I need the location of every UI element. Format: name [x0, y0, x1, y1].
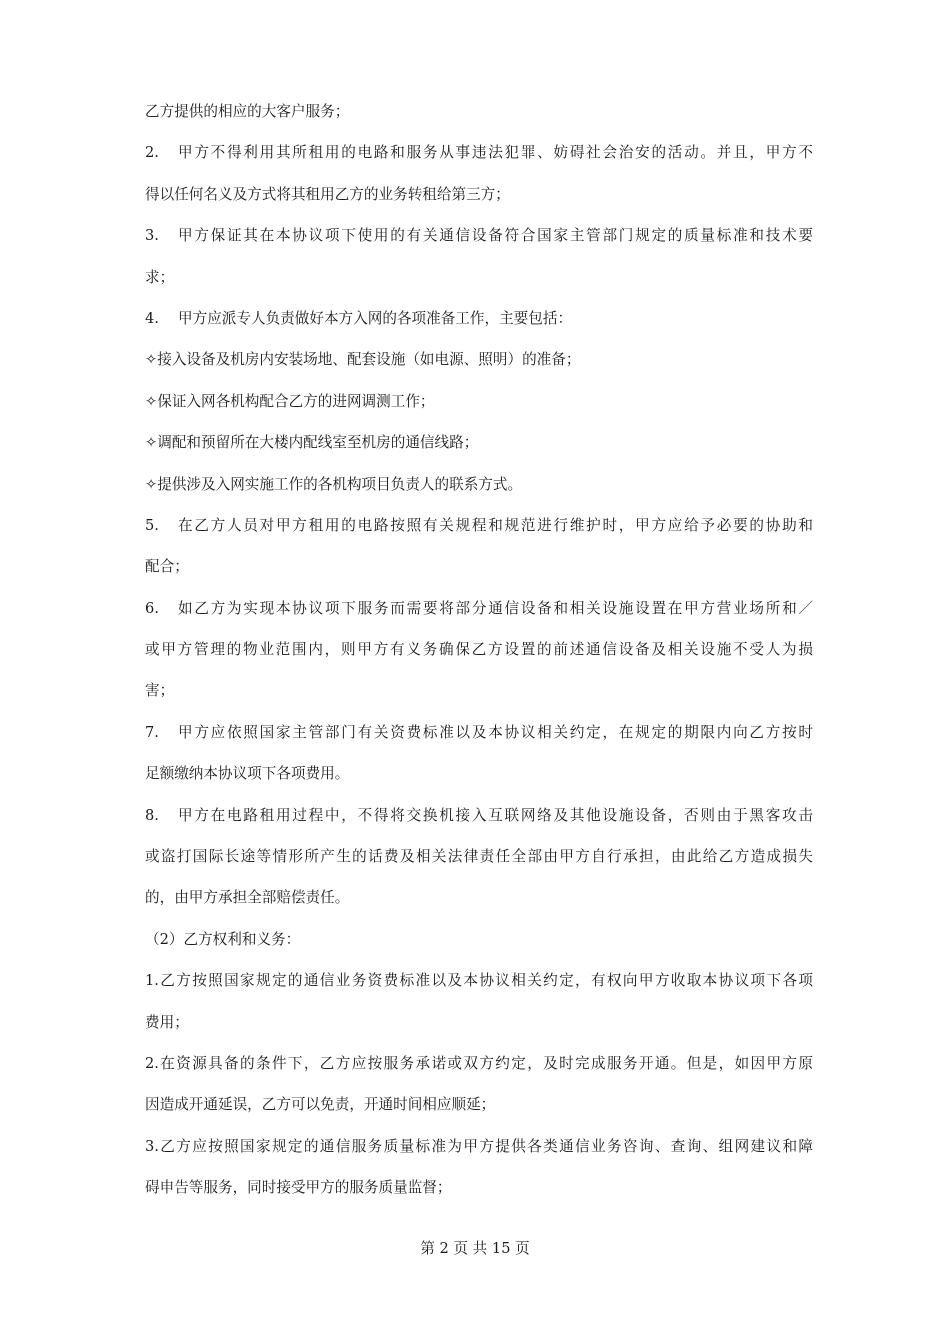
text-line: [145, 719, 813, 760]
text-line: [145, 1009, 813, 1050]
text-line: [145, 1050, 813, 1091]
line-text: 甲方应依照国家主管部门有关资费标准以及本协议相关约定，在规定的期限内向乙方按时: [178, 723, 813, 741]
text-line: [145, 636, 813, 677]
text-line: [145, 181, 813, 222]
text-line: [145, 388, 813, 429]
line-text: 如乙方为实现本协议项下服务而需要将部分通信设备和相关设施设置在甲方营业场所和／: [178, 599, 813, 617]
clause-number: 7.: [145, 723, 159, 741]
text-line: [145, 595, 813, 636]
text-line: [145, 926, 813, 967]
text-line: [145, 760, 813, 801]
text-line: [145, 305, 813, 346]
clause-number: 4.: [145, 309, 159, 327]
line-text: ✧调配和预留所在大楼内配线室至机房的通信线路；: [145, 434, 479, 452]
line-text: 或盗打国际长途等情形所产生的话费及相关法律责任全部由甲方自行承担，由此给乙方造成损失: [145, 848, 813, 866]
line-text: 甲方保证其在本协议项下使用的有关通信设备符合国家主管部门规定的质量标准和技术要: [178, 227, 813, 245]
clause-number: 2.: [145, 144, 159, 162]
clause-number: 5.: [145, 516, 159, 534]
line-text: （2）乙方权利和义务：: [145, 930, 301, 948]
line-text: 甲方在电路租用过程中，不得将交换机接入互联网络及其他设施设备，否则由于黑客攻击: [178, 806, 813, 824]
line-text: 1.乙方按照国家规定的通信业务资费标准以及本协议相关约定，有权向甲方收取本协议项下各项: [145, 972, 813, 990]
clause-number: 8.: [145, 806, 159, 824]
text-line: [145, 677, 813, 718]
text-line: [145, 1133, 813, 1174]
line-text: ✧接入设备及机房内安装场地、配套设施（如电源、照明）的准备；: [145, 351, 581, 369]
text-line: [145, 471, 813, 512]
text-line: [145, 1174, 813, 1215]
text-line: [145, 139, 813, 180]
line-text: ✧提供涉及入网实施工作的各机构项目负责人的联系方式。: [145, 475, 523, 493]
line-text: 在乙方人员对甲方租用的电路按照有关规程和规范进行维护时，甲方应给予必要的协助和: [178, 516, 813, 534]
text-line: [145, 843, 813, 884]
text-line: [145, 429, 813, 470]
text-line: [145, 967, 813, 1008]
text-line: [145, 346, 813, 387]
clause-number: 3.: [145, 227, 159, 245]
line-text: 或甲方管理的物业范围内，则甲方有义务确保乙方设置的前述通信设备及相关设施不受人为损: [145, 641, 813, 659]
text-line: [145, 553, 813, 594]
page-footer: 第 2 页 共 15 页: [420, 1240, 530, 1257]
line-text: 甲方不得利用其所租用的电路和服务从事违法犯罪、妨碍社会治安的活动。并且，甲方不: [178, 144, 813, 162]
text-line: [145, 264, 813, 305]
line-text: 的，由甲方承担全部赔偿责任。: [145, 889, 350, 907]
text-line: [145, 222, 813, 263]
line-text: 求；: [145, 268, 175, 286]
line-text: 乙方提供的相应的大客户服务；: [145, 103, 350, 120]
line-text: 甲方应派专人负责做好本方入网的各项准备工作，主要包括：: [178, 309, 573, 327]
text-line: [145, 884, 813, 925]
clause-number: 6.: [145, 599, 159, 617]
line-text: 因造成开通延误，乙方可以免责，开通时间相应顺延；: [145, 1096, 496, 1114]
line-text: 得以任何名义及方式将其租用乙方的业务转租给第三方；: [145, 185, 510, 203]
line-text: 3.乙方应按照国家规定的通信服务质量标准为甲方提供各类通信业务咨询、查询、组网建议和障: [145, 1137, 813, 1155]
document-body: [145, 98, 813, 1216]
line-text: 配合；: [145, 558, 189, 576]
line-text: 害；: [145, 682, 175, 700]
line-text: 碍申告等服务，同时接受甲方的服务质量监督；: [145, 1179, 452, 1197]
text-line: [145, 512, 813, 553]
line-text: ✧保证入网各机构配合乙方的进网调测工作；: [145, 392, 435, 410]
text-line: [145, 1091, 813, 1132]
text-line: [145, 802, 813, 843]
text-line: [145, 98, 813, 139]
line-text: 足额缴纳本协议项下各项费用。: [145, 765, 350, 783]
line-text: 费用；: [145, 1013, 189, 1031]
line-text: 2.在资源具备的条件下，乙方应按服务承诺或双方约定，及时完成服务开通。但是，如因甲方原: [145, 1054, 813, 1072]
